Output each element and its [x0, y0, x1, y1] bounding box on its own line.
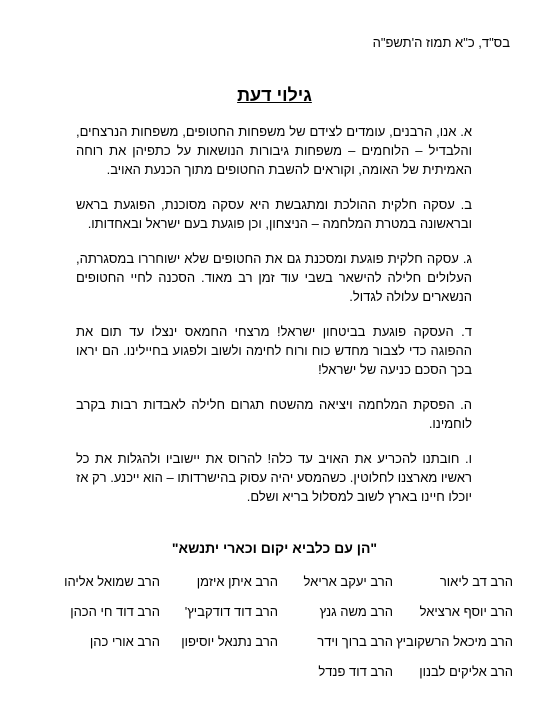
paragraph-alef: א. אנו, הרבנים, עומדים לצידם של משפחות החטופים, משפחות הנרצחים, והלבדיל – הלוחמים – משפחות גיבורות הנושאות על כתפיהן את רוחה האמיתית של האומה, וקוראים להשבת החטופים מתוך הכנעת האויב.	[76, 124, 472, 177]
signatory: הרב משה גנץ	[319, 604, 393, 619]
paragraph-bet: ב. עסקה חלקית ההולכת ומתגבשת היא עסקה מסוכנת, הפוגעת בראש ובראשונה במטרת המלחמה – הניצחון, וכן פוגעת בעם ישראל ובאחדותו.	[76, 197, 472, 231]
date-header: בס"ד, כ"א תמוז ה'תשפ"ה	[372, 35, 510, 50]
paragraph-gimel: ג. עסקה חלקית פוגעת ומסכנת גם את החטופים שלא ישוחררו במסגרתה, העלולים חלילה להישאר בשבי עוד זמן רב מאוד. הסכנה לחיי החטופים הנשארים עלולה לגדול.	[76, 251, 472, 304]
paragraph-vav: ו. חובתנו להכריע את האויב עד כלה! להרוס את יישוביו ולהגלות את כל ראשיו מארצנו לחלוטין. כשהמסע יהיה עסוק בהישרדותו – הוא ייכנע. רק אז יוכלו חיינו בארץ לשוב למסלול בריא ושלם.	[76, 451, 472, 504]
document-body	[76, 122, 472, 522]
closing-quote: "הן עם כלביא יקום וכארי יתנשא"	[171, 540, 378, 556]
paragraph-he: ה. הפסקת המלחמה ויציאה מהשטח תגרום חלילה לאבדות רבות בקרב לוחמינו.	[76, 397, 472, 431]
signatories-list	[25, 572, 513, 681]
paragraph-dalet: ד. העסקה פוגעת בביטחון ישראל! מרצחי החמאס ינצלו עד תום את ההפוגה כדי לצבור מחדש כוח ורוח לחימה ולשוב ולפגוע בחיילינו. הם יראו בכך הסכם כניעה של ישראל!	[76, 324, 472, 377]
signatory: הרב ברוך וידר	[317, 634, 393, 649]
signatory: הרב שמואל אליהו	[64, 574, 160, 589]
signatory: הרב יעקב אריאל	[303, 574, 393, 589]
signatory: הרב מיכאל הרשקוביץ	[396, 634, 513, 649]
signatory: הרב דוד דודקביץ'	[184, 604, 278, 619]
signatory: הרב אורי כהן	[89, 634, 160, 649]
signatory: הרב יוסף ארציאל	[419, 604, 513, 619]
signatory: הרב אליקים לבנון	[419, 664, 513, 679]
signatory: הרב דב ליאור	[439, 574, 513, 589]
signatory: הרב דוד פנדל	[318, 664, 393, 679]
signatory: הרב דוד חי הכהן	[70, 604, 160, 619]
signatory: הרב איתן איזמן	[196, 574, 278, 589]
signatory: הרב נתנאל יוסיפון	[181, 634, 278, 649]
document-title: גילוי דעת	[237, 85, 312, 105]
